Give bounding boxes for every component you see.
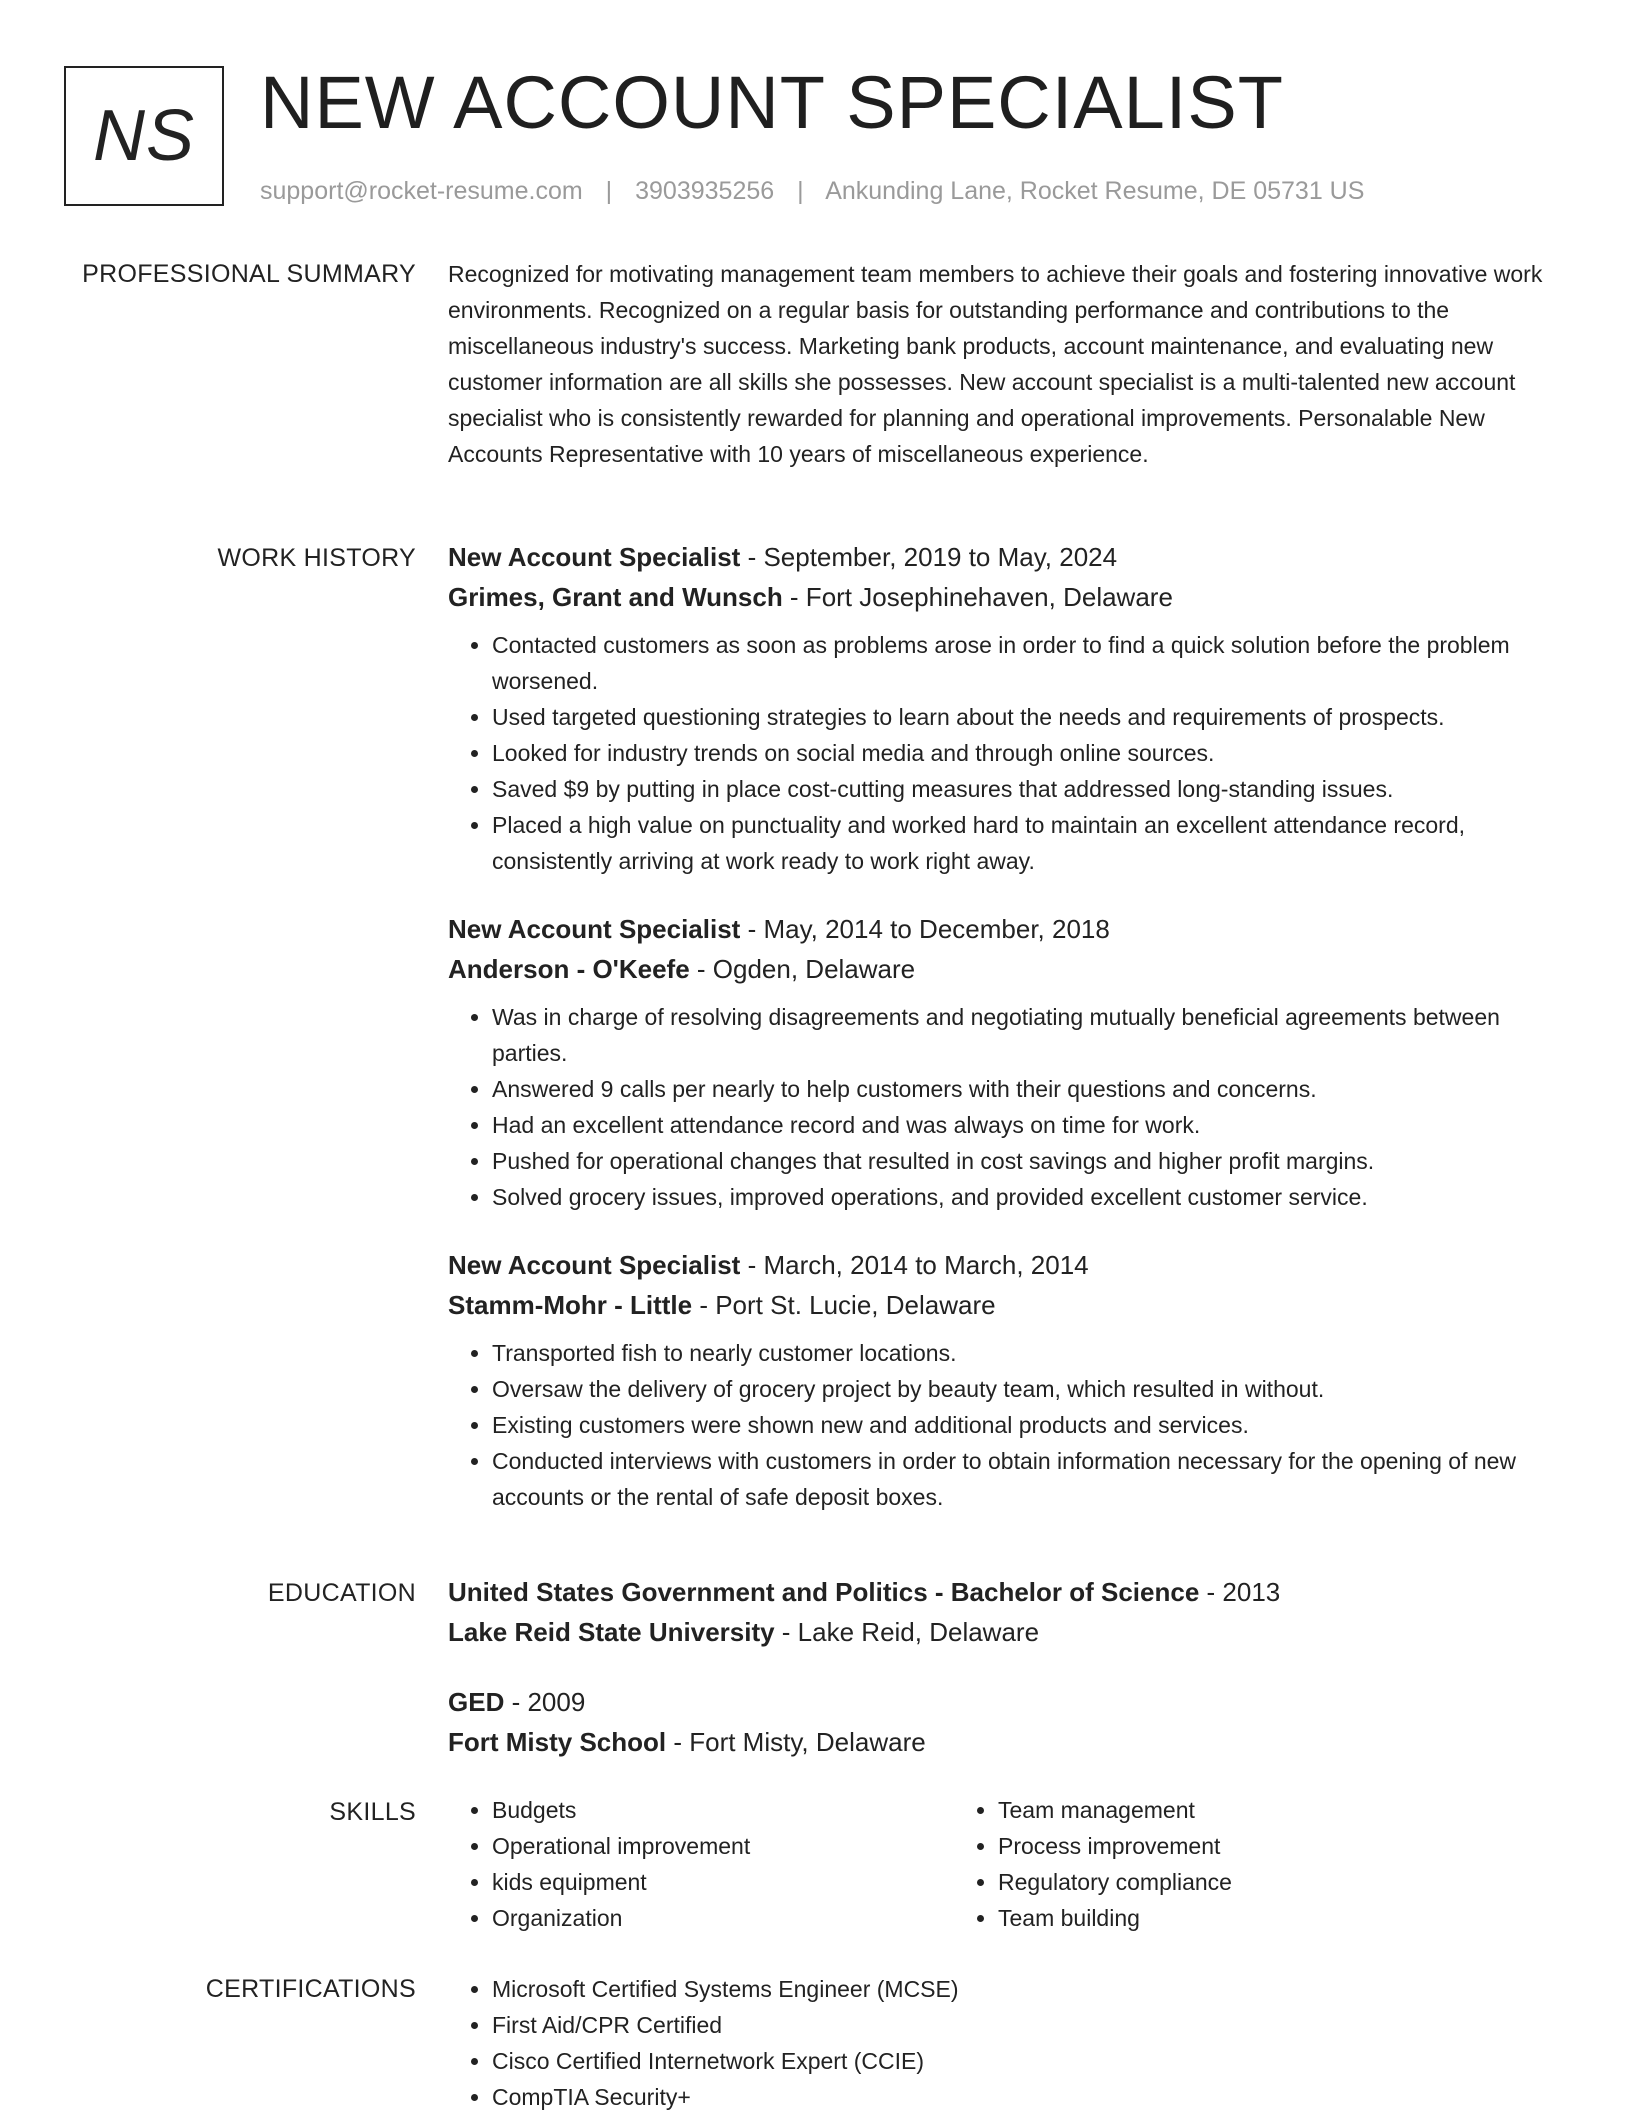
certifications-list	[448, 1971, 1568, 2115]
certifications-title: CERTIFICATIONS	[205, 1975, 416, 2003]
education-degree-line	[448, 1682, 1568, 1722]
skill-item: • Organization	[492, 1900, 954, 1936]
job-entry	[448, 909, 1568, 1215]
certification-item: • Microsoft Certified Systems Engineer (MCSE)	[492, 1971, 1568, 2007]
job-role: New Account Specialist	[448, 1250, 741, 1280]
job-bullet: • Saved $9 by putting in place cost-cutting measures that addressed long-standing issues.	[492, 771, 1568, 807]
education-school: Fort Misty School	[448, 1727, 667, 1757]
education-year: - 2013	[1199, 1577, 1281, 1607]
education-entry	[448, 1682, 1568, 1762]
job-bullet: • Transported fish to nearly customer locations.	[492, 1335, 1568, 1371]
education-location: - Fort Misty, Delaware	[666, 1727, 926, 1757]
skill-item: • kids equipment	[492, 1864, 954, 1900]
monogram-initials: NS	[92, 96, 196, 176]
contact-separator: |	[605, 177, 613, 205]
contact-line	[260, 174, 1364, 208]
skills-column-right	[954, 1792, 1460, 1936]
job-bullets	[448, 999, 1568, 1215]
job-bullet: • Contacted customers as soon as problems arose in order to find a quick solution before the problem worsened.	[492, 627, 1568, 699]
job-location: - Ogden, Delaware	[689, 954, 916, 984]
job-entry	[448, 537, 1568, 879]
job-role-line	[448, 1245, 1568, 1285]
job-company-line	[448, 577, 1568, 617]
job-bullet: • Oversaw the delivery of grocery project by beauty team, which resulted in without.	[492, 1371, 1568, 1407]
job-bullet: • Answered 9 calls per nearly to help customers with their questions and concerns.	[492, 1071, 1568, 1107]
contact-phone[interactable]: 3903935256	[635, 177, 775, 205]
job-company: Stamm-Mohr - Little	[448, 1290, 693, 1320]
job-company-line	[448, 949, 1568, 989]
skill-item: • Process improvement	[998, 1828, 1460, 1864]
contact-address: Ankunding Lane, Rocket Resume, DE 05731 US	[825, 177, 1365, 205]
skills-title: SKILLS	[329, 1798, 416, 1826]
job-company: Anderson - O'Keefe	[448, 954, 690, 984]
certification-item: • Cisco Certified Internetwork Expert (CCIE)	[492, 2043, 1568, 2079]
skill-item: • Team management	[998, 1792, 1460, 1828]
summary-title: PROFESSIONAL SUMMARY	[82, 260, 416, 288]
job-bullet: • Solved grocery issues, improved operations, and provided excellent customer service.	[492, 1179, 1568, 1215]
job-bullet: • Was in charge of resolving disagreements and negotiating mutually beneficial agreements between parties.	[492, 999, 1568, 1071]
job-bullet: • Existing customers were shown new and additional products and services.	[492, 1407, 1568, 1443]
skill-item: • Operational improvement	[492, 1828, 954, 1864]
job-dates: - March, 2014 to March, 2014	[740, 1250, 1089, 1280]
job-role: New Account Specialist	[448, 914, 741, 944]
job-bullet: • Used targeted questioning strategies to learn about the needs and requirements of prospects.	[492, 699, 1568, 735]
job-bullets	[448, 627, 1568, 879]
education-entry	[448, 1572, 1568, 1652]
job-bullet: • Pushed for operational changes that resulted in cost savings and higher profit margins.	[492, 1143, 1568, 1179]
job-bullet: • Conducted interviews with customers in order to obtain information necessary for the opening of new accounts or the rental of safe deposit boxes.	[492, 1443, 1568, 1515]
education-title: EDUCATION	[267, 1579, 416, 1607]
resume-name: NEW ACCOUNT SPECIALIST	[260, 61, 1284, 144]
education-year: - 2009	[504, 1687, 586, 1717]
job-company: Grimes, Grant and Wunsch	[448, 582, 783, 612]
contact-separator: |	[797, 177, 804, 205]
skill-item: • Budgets	[492, 1792, 954, 1828]
job-bullet: • Placed a high value on punctuality and worked hard to maintain an excellent attendance record, consistently arriving at work ready to work right away.	[492, 807, 1568, 879]
job-bullets	[448, 1335, 1568, 1515]
skill-item: • Team building	[998, 1900, 1460, 1936]
job-company-line	[448, 1285, 1568, 1325]
job-dates: - September, 2019 to May, 2024	[740, 542, 1118, 572]
job-role-line	[448, 909, 1568, 949]
education-school-line	[448, 1722, 1568, 1762]
certification-item: • First Aid/CPR Certified	[492, 2007, 1568, 2043]
certification-item: • CompTIA Security+	[492, 2079, 1568, 2115]
job-role: New Account Specialist	[448, 542, 741, 572]
education-degree: GED	[448, 1687, 505, 1717]
job-entry	[448, 1245, 1568, 1515]
contact-email[interactable]: support@rocket-resume.com	[260, 177, 583, 205]
job-bullet: • Had an excellent attendance record and was always on time for work.	[492, 1107, 1568, 1143]
summary-text: Recognized for motivating management team members to achieve their goals and fostering innovative work environments. Recognized on a regular basis for outstanding performance and contributions to the miscellaneous industry's success. Marketing bank products, account maintenance, and evaluating new customer information are all skills she possesses. New account specialist is a multi-talented new account specialist who is consistently rewarded for planning and operational improvements. Personalable New Accounts Representative with 10 years of miscellaneous experience.	[448, 261, 1543, 467]
education-location: - Lake Reid, Delaware	[774, 1617, 1040, 1647]
job-bullet: • Looked for industry trends on social media and through online sources.	[492, 735, 1568, 771]
skill-item: • Regulatory compliance	[998, 1864, 1460, 1900]
job-role-line	[448, 537, 1568, 577]
education-school-line	[448, 1612, 1568, 1652]
education-degree: United States Government and Politics - Bachelor of Science	[448, 1577, 1200, 1607]
work-history-title: WORK HISTORY	[217, 544, 416, 572]
job-location: - Fort Josephinehaven, Delaware	[782, 582, 1173, 612]
skills-column-left	[448, 1792, 954, 1936]
education-degree-line	[448, 1572, 1568, 1612]
skills-grid	[448, 1792, 1568, 1936]
monogram-box	[64, 66, 224, 206]
job-dates: - May, 2014 to December, 2018	[740, 914, 1110, 944]
job-location: - Port St. Lucie, Delaware	[692, 1290, 996, 1320]
education-school: Lake Reid State University	[448, 1617, 775, 1647]
